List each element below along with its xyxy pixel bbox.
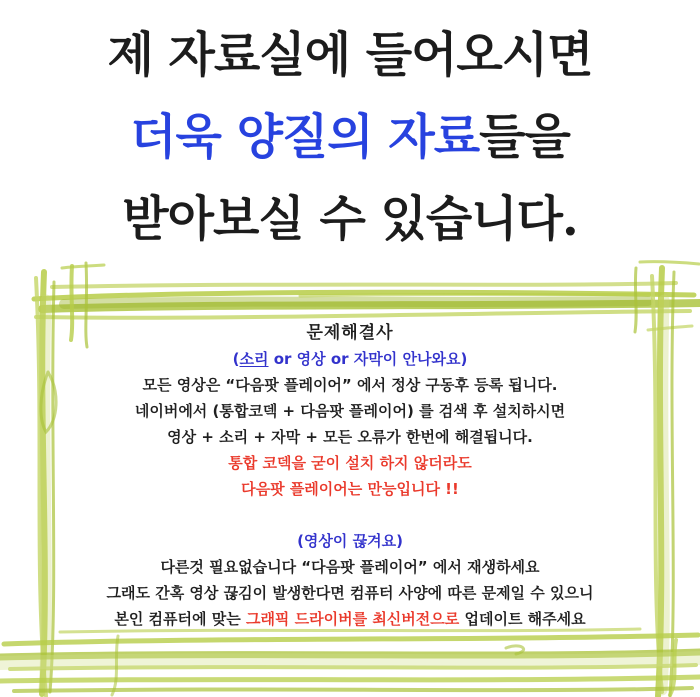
audio-issue-heading-underline: 소리: [239, 350, 269, 368]
audio-issue-heading-rest: or 영상 or 자막이 안나와요): [268, 350, 468, 368]
audio-issue-heading: [50, 346, 650, 372]
section-gap: [50, 502, 650, 528]
video-issue-heading: (영상이 끊겨요): [297, 532, 403, 550]
audio-issue-heading-open: (: [232, 350, 240, 368]
trouble-box-content: [50, 320, 650, 632]
headline-line-1: 제 자료실에 들어오시면: [107, 27, 593, 83]
headline-line-2-rest: 들을: [479, 109, 570, 165]
last-line-highlight: 그래픽 드라이버를 최신버전으로: [245, 610, 460, 628]
box-line: 네이버에서 (통합코덱 + 다음팟 플레이어) 를 검색 후 설치하시면: [134, 402, 566, 420]
box-last-line: [50, 606, 650, 632]
last-line-prefix: 본인 컴퓨터에 맞는: [114, 610, 246, 628]
warning-line: 다음팟 플레이어는 만능입니다 !!: [241, 480, 459, 498]
box-line: 영상 + 소리 + 자막 + 모든 오류가 한번에 해결됩니다.: [167, 428, 533, 446]
box-title: 문제해결사: [306, 323, 394, 343]
headline-line-2-accent: 더욱 양질의 자료: [130, 109, 480, 165]
box-line: 모든 영상은 “다음팟 플레이어” 에서 정상 구동후 등록 됩니다.: [142, 376, 558, 394]
warning-line: 통합 코덱을 굳이 설치 하지 않더라도: [228, 454, 472, 472]
box-line: 다른것 필요없습니다 “다음팟 플레이어” 에서 재생하세요: [160, 558, 540, 576]
last-line-suffix: 업데이트 해주세요: [459, 610, 586, 628]
headline-line-3: 받아보실 수 있습니다.: [122, 191, 578, 247]
box-line: 그래도 간혹 영상 끊김이 발생한다면 컴퓨터 사양에 따른 문제일 수 있으니: [106, 584, 594, 602]
